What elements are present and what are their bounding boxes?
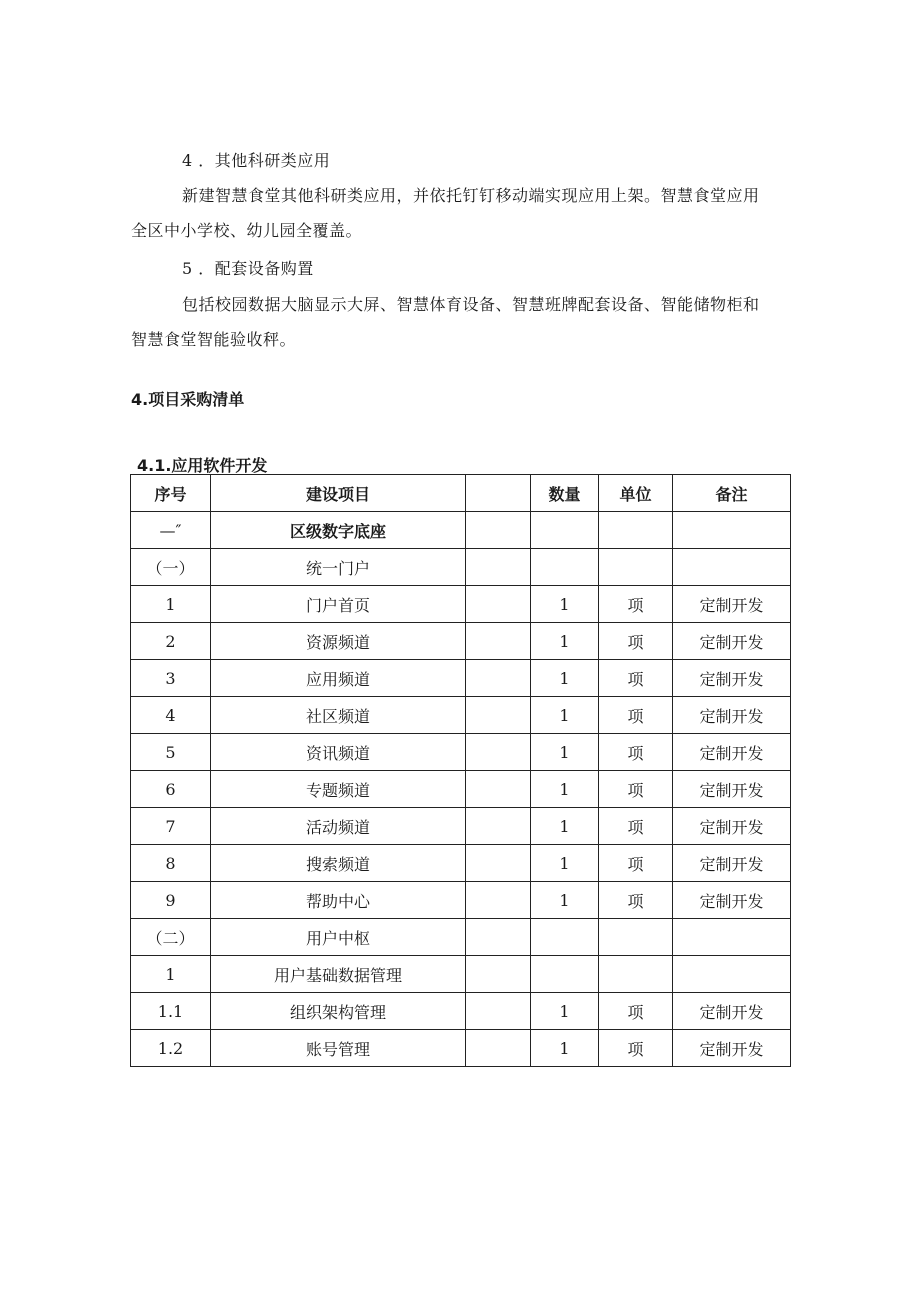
cell-note: 定制开发 [673,882,791,919]
cell-no: （一） [131,549,211,586]
cell-qty [531,956,599,993]
cell-blank [466,660,531,697]
cell-item: 区级数字底座 [211,512,466,549]
cell-unit: 项 [599,623,673,660]
cell-blank [466,845,531,882]
cell-item: 应用频道 [211,660,466,697]
cell-no: 1 [131,956,211,993]
paragraph-line: 包括校园数据大脑显示大屏、智慧体育设备、智慧班牌配套设备、智能储物柜和 [182,295,760,314]
cell-qty [531,512,599,549]
cell-note [673,512,791,549]
cell-unit: 项 [599,734,673,771]
cell-unit: 项 [599,845,673,882]
paragraph-line: 新建智慧食堂其他科研类应用，并依托钉钉移动端实现应用上架。智慧食堂应用 [182,186,760,205]
cell-no: —″ [131,512,211,549]
cell-no: 1.1 [131,993,211,1030]
cell-no: 4 [131,697,211,734]
cell-note [673,919,791,956]
table-row [131,993,791,1030]
cell-qty: 1 [531,845,599,882]
cell-qty: 1 [531,623,599,660]
cell-blank [466,697,531,734]
header-unit: 单位 [599,475,673,512]
cell-note: 定制开发 [673,623,791,660]
table-row [131,1030,791,1067]
header-blank [466,475,531,512]
cell-unit [599,512,673,549]
cell-item: 组织架构管理 [211,993,466,1030]
table-row [131,956,791,993]
cell-note: 定制开发 [673,771,791,808]
cell-no: 6 [131,771,211,808]
cell-unit [599,549,673,586]
cell-unit: 项 [599,660,673,697]
cell-note: 定制开发 [673,734,791,771]
cell-note: 定制开发 [673,993,791,1030]
section-subtitle: 4.1.应用软件开发 [137,456,268,475]
cell-blank [466,808,531,845]
cell-item: 资讯频道 [211,734,466,771]
cell-qty: 1 [531,734,599,771]
cell-note: 定制开发 [673,845,791,882]
cell-note: 定制开发 [673,586,791,623]
cell-unit: 项 [599,993,673,1030]
cell-no: 5 [131,734,211,771]
cell-blank [466,586,531,623]
table-row [131,623,791,660]
cell-qty: 1 [531,660,599,697]
cell-note: 定制开发 [673,808,791,845]
cell-item: 用户中枢 [211,919,466,956]
cell-qty [531,549,599,586]
cell-note: 定制开发 [673,1030,791,1067]
cell-note [673,956,791,993]
table-row [131,512,791,549]
cell-item: 社区频道 [211,697,466,734]
table-header-row [131,475,791,512]
table-row [131,734,791,771]
cell-item: 账号管理 [211,1030,466,1067]
cell-item: 搜索频道 [211,845,466,882]
cell-item: 活动频道 [211,808,466,845]
cell-unit [599,956,673,993]
header-qty: 数量 [531,475,599,512]
cell-blank [466,919,531,956]
cell-no: 1.2 [131,1030,211,1067]
cell-unit: 项 [599,771,673,808]
table-row [131,808,791,845]
cell-item: 用户基础数据管理 [211,956,466,993]
cell-qty: 1 [531,1030,599,1067]
cell-no: 2 [131,623,211,660]
cell-item: 专题频道 [211,771,466,808]
cell-blank [466,993,531,1030]
cell-qty: 1 [531,771,599,808]
table-row [131,660,791,697]
cell-item: 帮助中心 [211,882,466,919]
subheading-other-research-apps: 4 ．其他科研类应用 [182,151,331,170]
cell-blank [466,734,531,771]
cell-item: 统一门户 [211,549,466,586]
cell-no: （二） [131,919,211,956]
table-row [131,882,791,919]
cell-qty: 1 [531,882,599,919]
cell-unit [599,919,673,956]
cell-qty [531,919,599,956]
cell-blank [466,882,531,919]
cell-no: 7 [131,808,211,845]
section-title: 4.项目采购清单 [131,390,245,409]
procurement-table [130,474,791,1067]
cell-unit: 项 [599,586,673,623]
cell-item: 门户首页 [211,586,466,623]
header-item: 建设项目 [211,475,466,512]
header-note: 备注 [673,475,791,512]
cell-blank [466,1030,531,1067]
cell-unit: 项 [599,808,673,845]
table-row [131,771,791,808]
cell-blank [466,623,531,660]
paragraph-line: 智慧食堂智能验收秤。 [131,330,297,349]
cell-note: 定制开发 [673,697,791,734]
cell-qty: 1 [531,697,599,734]
paragraph-line: 全区中小学校、幼儿园全覆盖。 [131,221,363,240]
cell-blank [466,549,531,586]
cell-item: 资源频道 [211,623,466,660]
cell-unit: 项 [599,697,673,734]
cell-blank [466,956,531,993]
cell-no: 8 [131,845,211,882]
cell-unit: 项 [599,1030,673,1067]
cell-qty: 1 [531,808,599,845]
table-row [131,845,791,882]
cell-blank [466,771,531,808]
table-row [131,697,791,734]
cell-unit: 项 [599,882,673,919]
cell-no: 1 [131,586,211,623]
cell-qty: 1 [531,993,599,1030]
table-row [131,919,791,956]
subheading-equipment-purchase: 5 ．配套设备购置 [182,259,314,278]
cell-note [673,549,791,586]
table-row [131,549,791,586]
cell-note: 定制开发 [673,660,791,697]
header-no: 序号 [131,475,211,512]
cell-no: 9 [131,882,211,919]
cell-blank [466,512,531,549]
table-row [131,586,791,623]
cell-no: 3 [131,660,211,697]
cell-qty: 1 [531,586,599,623]
